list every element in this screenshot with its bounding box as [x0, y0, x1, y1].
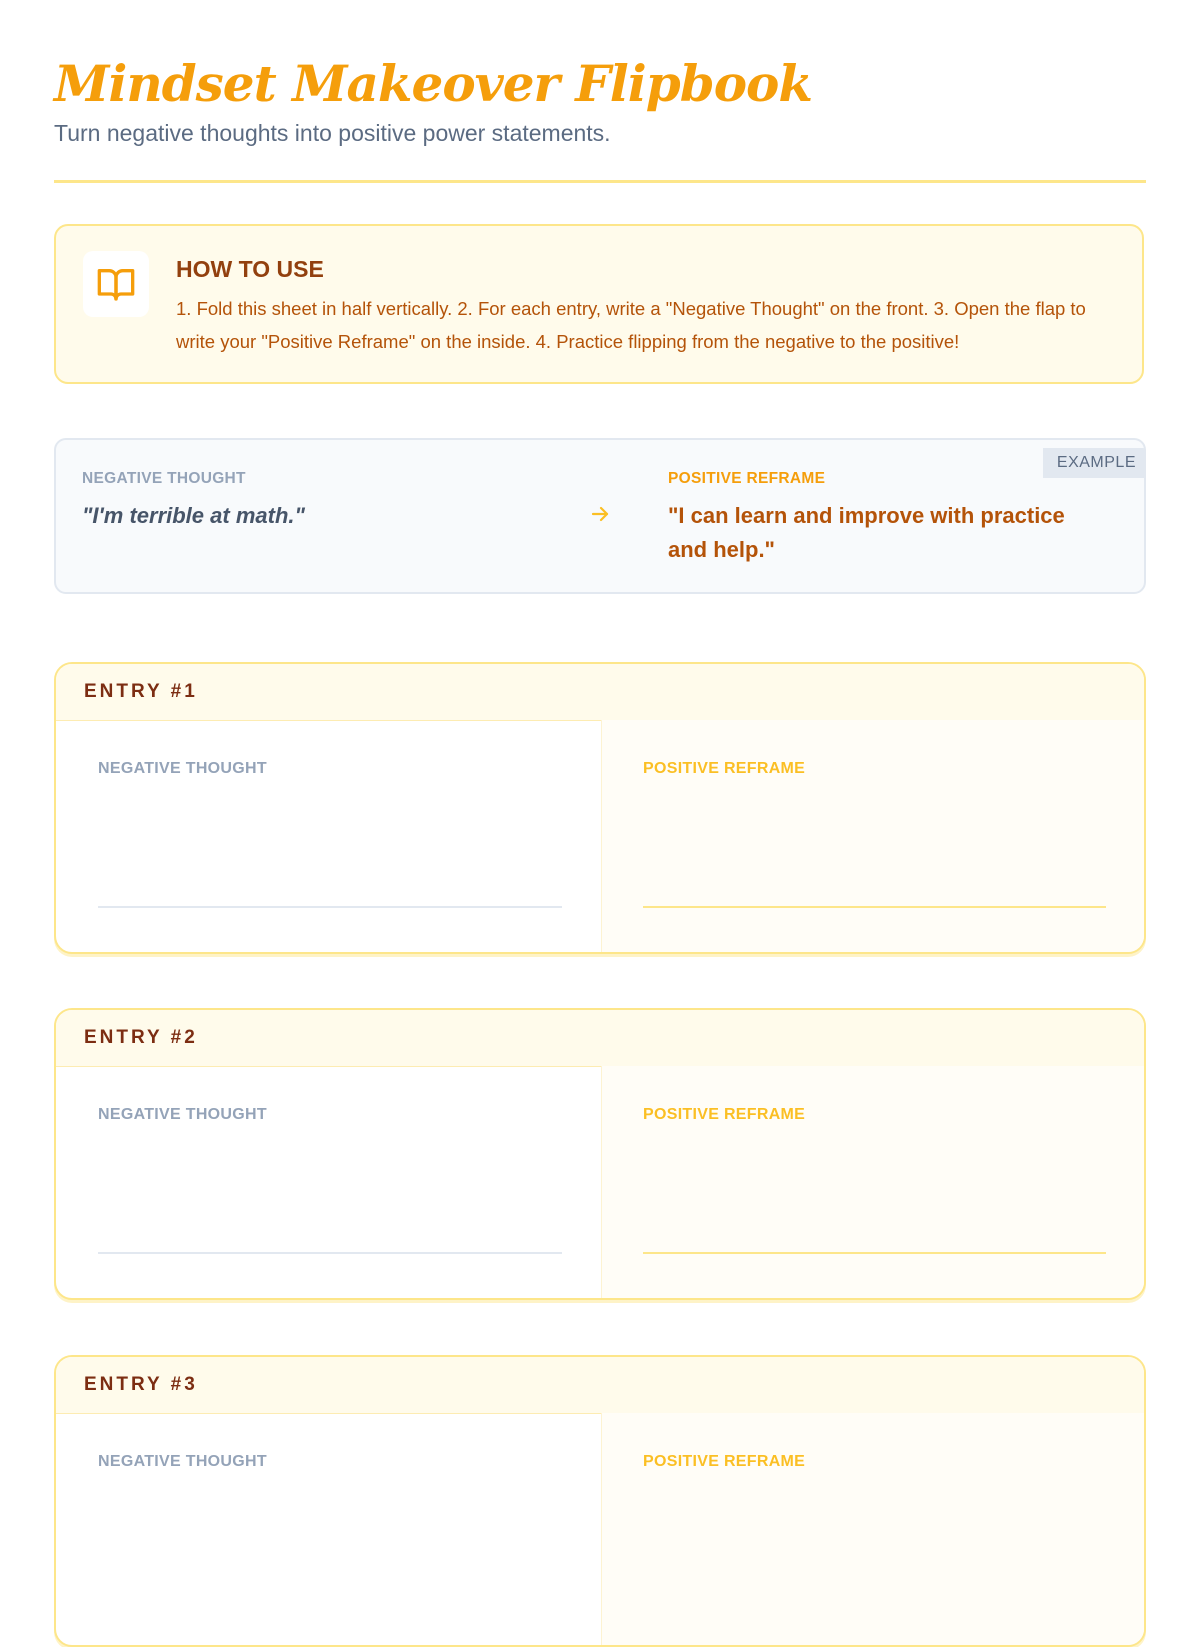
- entry-title: ENTRY #2: [84, 1027, 198, 1048]
- positive-reframe-label: POSITIVE REFRAME: [643, 1453, 806, 1470]
- positive-reframe-write-line[interactable]: [643, 1252, 1106, 1254]
- how-to-use-instructions: 1. Fold this sheet in half vertically. 2. For each entry, write a "Negative Thought" on the front. 3. Open the flap to write your "Positive Reframe" on the inside. 4. Practice flipping from the negative to the positive!: [176, 298, 1086, 352]
- positive-reframe-panel: [601, 1413, 1144, 1645]
- entry-title: ENTRY #1: [84, 681, 198, 702]
- page-subtitle: Turn negative thoughts into positive power statements.: [54, 120, 611, 146]
- positive-reframe-label: POSITIVE REFRAME: [643, 1106, 806, 1123]
- entry-card-3: [54, 1355, 1146, 1647]
- example-negative-text: "I'm terrible at math.": [82, 503, 305, 528]
- positive-reframe-label: POSITIVE REFRAME: [643, 760, 806, 777]
- positive-reframe-panel: [601, 1066, 1144, 1298]
- example-positive-label: POSITIVE REFRAME: [668, 470, 826, 487]
- negative-thought-label: NEGATIVE THOUGHT: [98, 1453, 267, 1470]
- example-badge: EXAMPLE: [1043, 448, 1144, 478]
- page-title: Mindset Makeover Flipbook: [54, 54, 813, 113]
- entry-card-2: [54, 1008, 1146, 1300]
- negative-thought-write-line[interactable]: [98, 906, 562, 908]
- arrow-right-icon: [588, 502, 612, 526]
- entry-card-1: [54, 662, 1146, 954]
- negative-thought-label: NEGATIVE THOUGHT: [98, 1106, 267, 1123]
- example-card: [54, 438, 1146, 594]
- positive-reframe-write-line[interactable]: [643, 906, 1106, 908]
- how-to-use-title: HOW TO USE: [176, 256, 324, 282]
- header-divider: [54, 180, 1146, 183]
- example-negative-label: NEGATIVE THOUGHT: [82, 470, 246, 487]
- book-open-icon: [83, 251, 149, 317]
- entry-title: ENTRY #3: [84, 1374, 198, 1395]
- negative-thought-write-line[interactable]: [98, 1252, 562, 1254]
- how-to-use-panel: [54, 224, 1144, 384]
- positive-reframe-panel: [601, 720, 1144, 952]
- negative-thought-label: NEGATIVE THOUGHT: [98, 760, 267, 777]
- entry-header: [56, 664, 1144, 721]
- entry-header: [56, 1010, 1144, 1067]
- entry-header: [56, 1357, 1144, 1414]
- example-positive-text: "I can learn and improve with practice and help.": [668, 503, 1065, 562]
